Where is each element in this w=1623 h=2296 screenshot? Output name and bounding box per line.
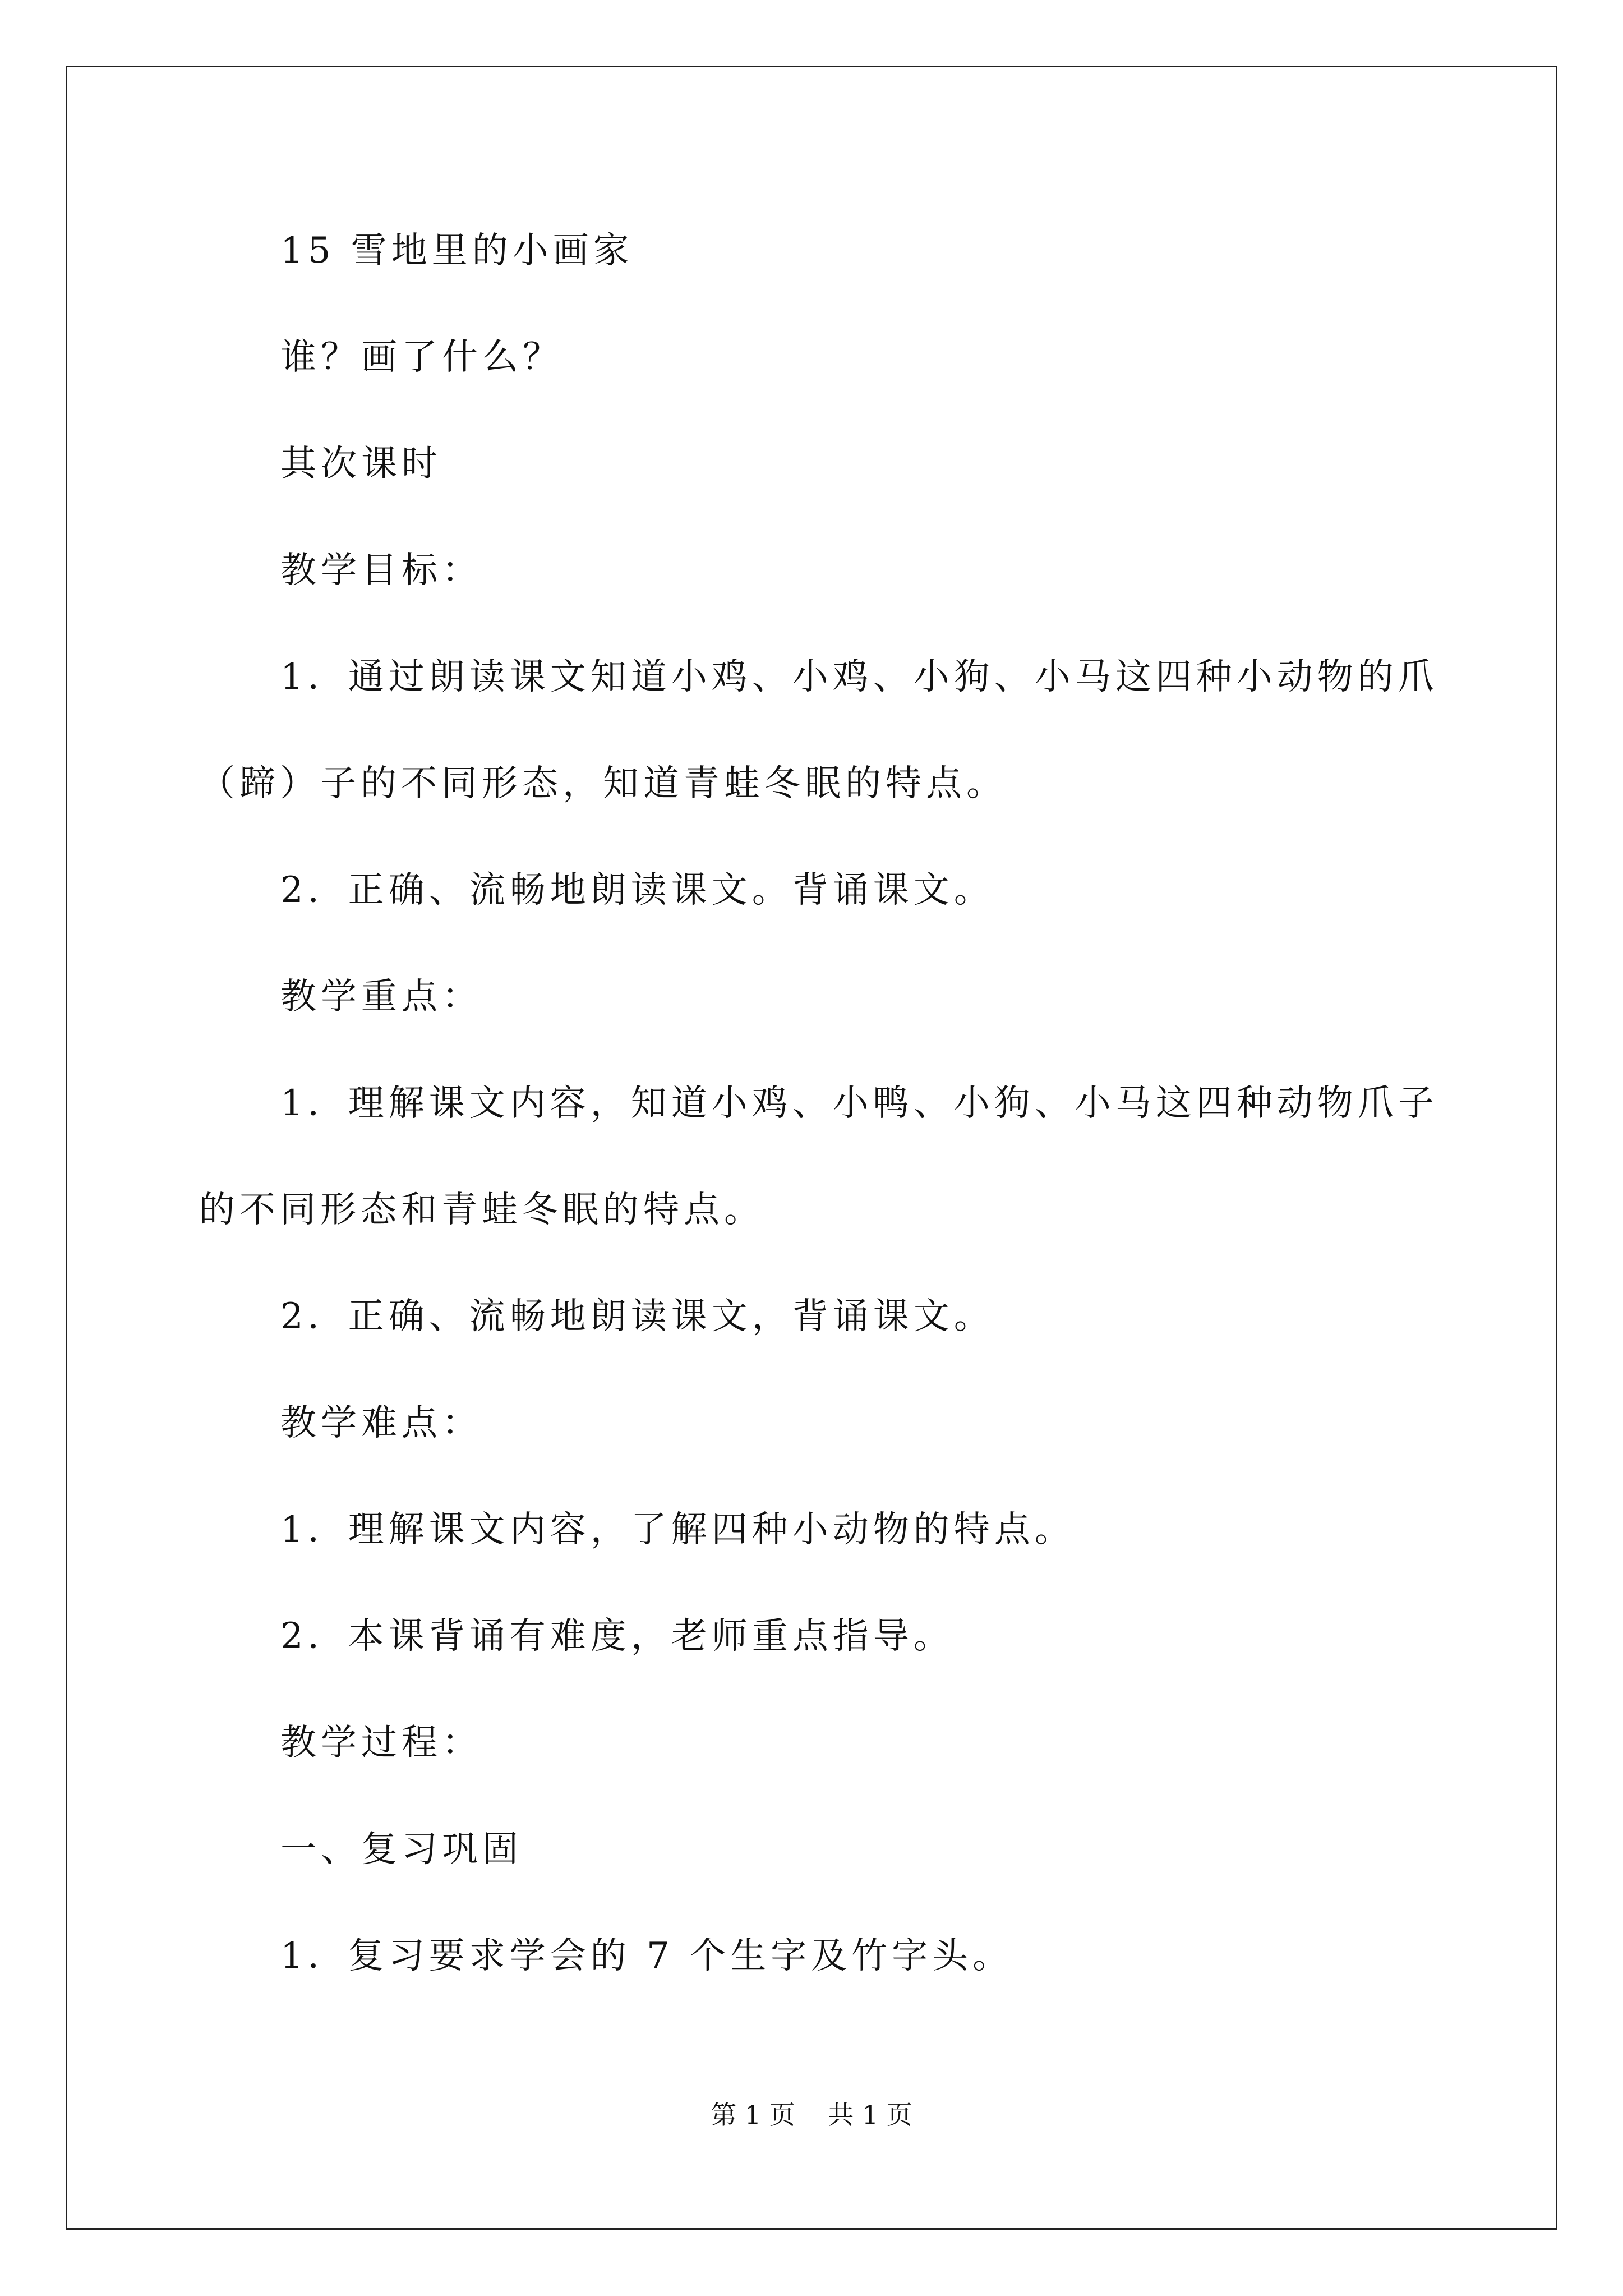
paragraph: 1．通过朗读课文知道小鸡、小鸡、小狗、小马这四种小动物的爪 [280, 656, 1438, 698]
section-heading: 教学重点： [280, 976, 482, 1018]
page-footer: 第 1 页 共 1 页 [711, 2100, 912, 2130]
lesson-title: 15 雪地里的小画家 [280, 230, 634, 272]
page-border [66, 66, 1557, 2230]
section-heading: 教学难点： [280, 1402, 482, 1444]
section-heading: 教学目标： [280, 550, 482, 591]
paragraph: 2．正确、流畅地朗读课文。背诵课文。 [280, 869, 994, 911]
paragraph: 2．本课背诵有难度，老师重点指导。 [280, 1616, 954, 1657]
paragraph: 其次课时 [280, 443, 442, 485]
paragraph: 谁？画了什么？ [280, 337, 563, 378]
paragraph: 2．正确、流畅地朗读课文，背诵课文。 [280, 1296, 994, 1337]
paragraph: 1．理解课文内容，知道小鸡、小鸭、小狗、小马这四种动物爪子 [280, 1083, 1438, 1124]
paragraph: 1．理解课文内容，了解四种小动物的特点。 [280, 1509, 1075, 1550]
paragraph-continuation: （蹄）子的不同形态，知道青蛙冬眠的特点。 [199, 763, 1007, 804]
subsection-heading: 一、复习巩固 [280, 1829, 523, 1870]
paragraph-continuation: 的不同形态和青蛙冬眠的特点。 [199, 1189, 764, 1231]
paragraph: 1．复习要求学会的 7 个生字及竹字头。 [280, 1935, 1013, 1977]
section-heading: 教学过程： [280, 1722, 482, 1764]
